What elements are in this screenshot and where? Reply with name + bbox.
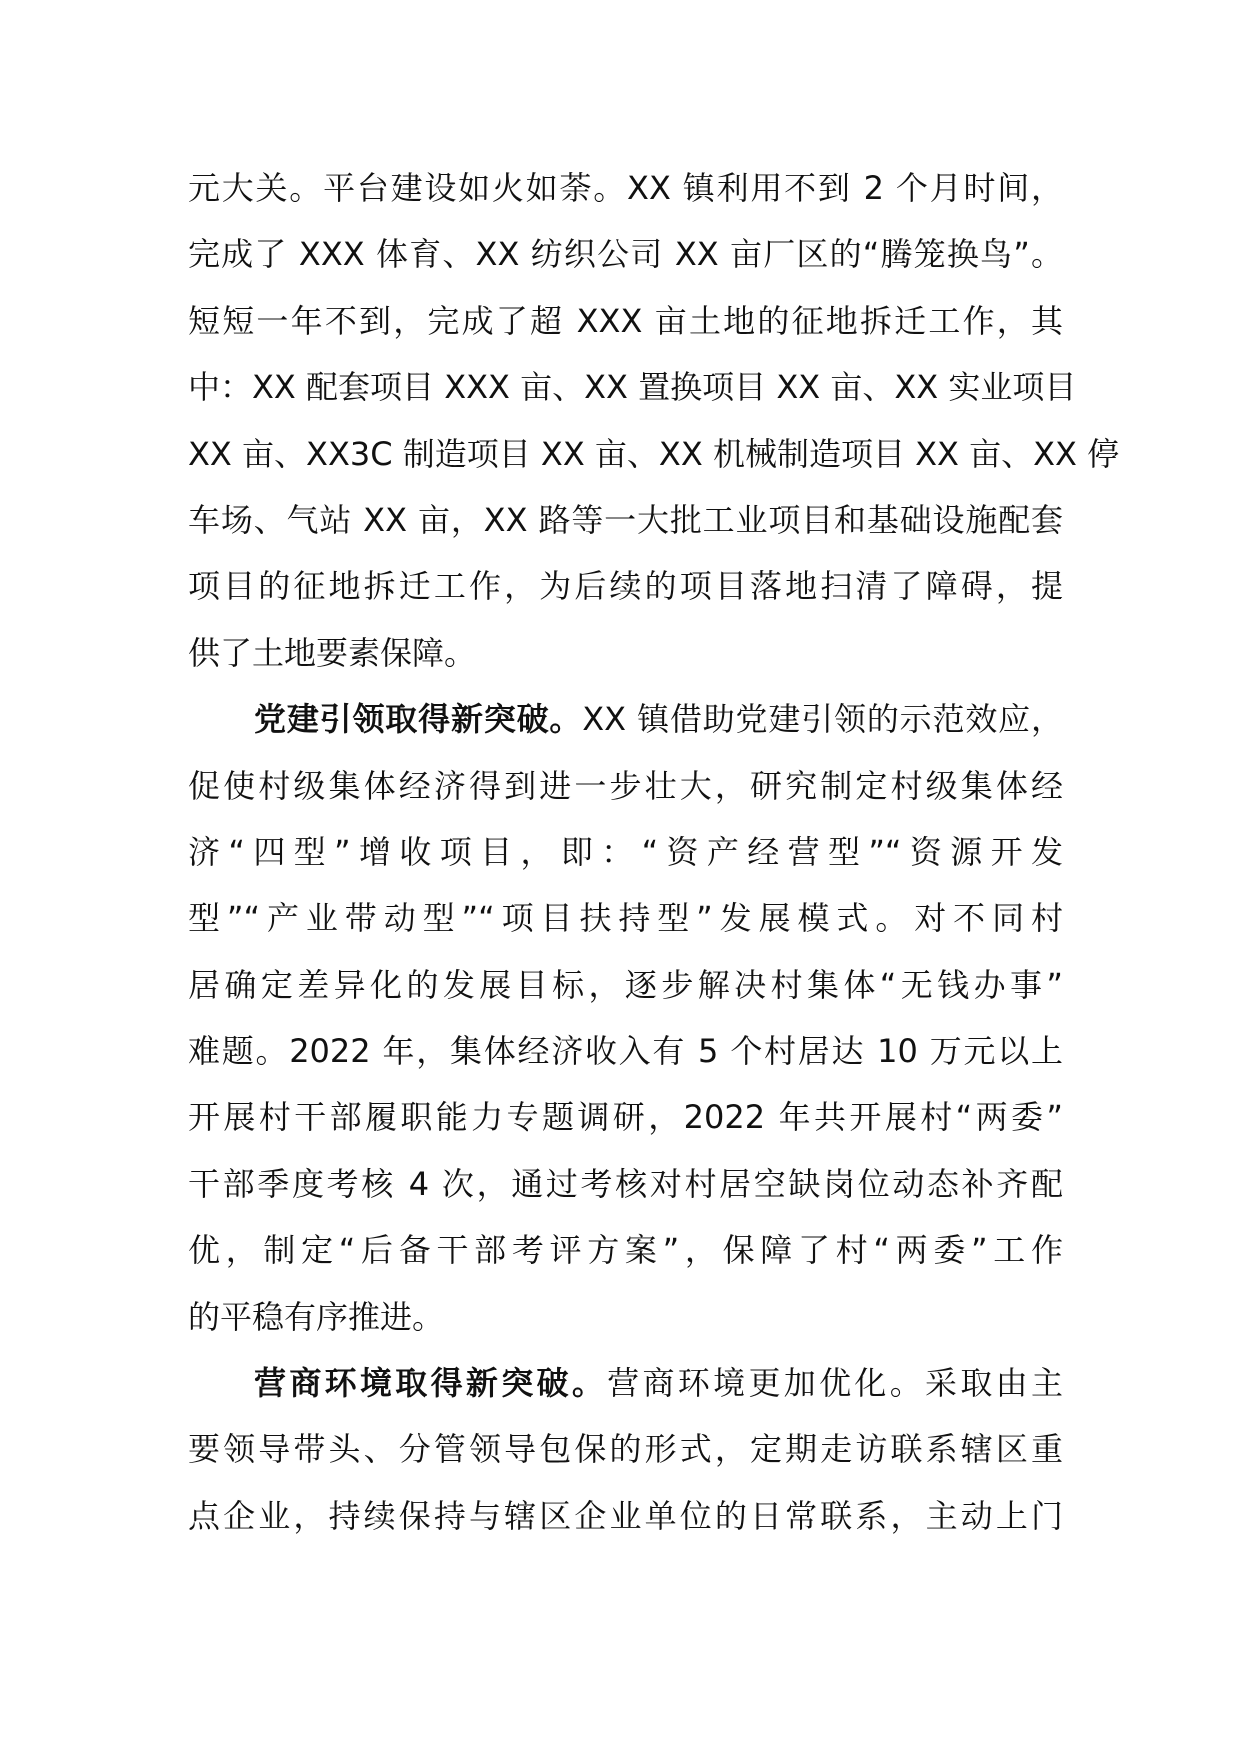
text-line: 短短一年不到，完成了超 XXX 亩土地的征地拆迁工作，其 xyxy=(188,301,1063,340)
text-run: 营商环境更加优化。采取由主 xyxy=(607,1364,1063,1403)
text-line: 优，制定“后备干部考评方案”，保障了村“两委”工作 xyxy=(188,1231,1063,1270)
paragraph-party-building xyxy=(188,686,1063,1350)
text-line: 开展村干部履职能力专题调研，2022 年共开展村“两委” xyxy=(188,1098,1063,1137)
paragraph-heading: 营商环境取得新突破。 xyxy=(254,1364,608,1403)
text-line: 完成了 XXX 体育、XX 纺织公司 XX 亩厂区的“腾笼换鸟”。 xyxy=(188,235,1063,274)
text-line: 促使村级集体经济得到进一步壮大，研究制定村级集体经 xyxy=(188,766,1063,805)
paragraph-first-line xyxy=(188,1350,1063,1416)
text-line: 中：XX 配套项目 XXX 亩、XX 置换项目 XX 亩、XX 实业项目 xyxy=(188,368,1077,407)
paragraph-business-environment xyxy=(188,1350,1063,1549)
text-line: 点企业，持续保持与辖区企业单位的日常联系，主动上门 xyxy=(188,1496,1063,1535)
text-line: 难题。2022 年，集体经济收入有 5 个村居达 10 万元以上 xyxy=(188,1032,1063,1071)
text-line: 居确定差异化的发展目标，逐步解决村集体“无钱办事” xyxy=(188,965,1063,1004)
text-line: XX 亩、XX3C 制造项目 XX 亩、XX 机械制造项目 XX 亩、XX 停 xyxy=(188,434,1120,473)
paragraph-heading: 党建引领取得新突破。 xyxy=(254,700,583,739)
text-line: 的平稳有序推进。 xyxy=(188,1297,445,1336)
document-body xyxy=(188,155,1120,1549)
text-line: 济“四型”增收项目，即：“资产经营型”“资源开发 xyxy=(188,832,1063,871)
text-line: 车场、气站 XX 亩，XX 路等一大批工业项目和基础设施配套 xyxy=(188,500,1063,539)
text-line: 供了土地要素保障。 xyxy=(188,633,477,672)
paragraph-land-acquisition xyxy=(188,155,1120,686)
text-line: 元大关。平台建设如火如荼。XX 镇利用不到 2 个月时间， xyxy=(188,169,1063,207)
text-run: XX 镇借助党建引领的示范效应， xyxy=(582,700,1063,739)
text-line: 干部季度考核 4 次，通过考核对村居空缺岗位动态补齐配 xyxy=(188,1164,1063,1203)
text-line: 要领导带头、分管领导包保的形式，定期走访联系辖区重 xyxy=(188,1430,1063,1469)
text-line: 项目的征地拆迁工作，为后续的项目落地扫清了障碍，提 xyxy=(188,567,1063,606)
text-line: 型”“产业带动型”“项目扶持型”发展模式。对不同村 xyxy=(188,899,1063,938)
paragraph-first-line xyxy=(188,686,1063,752)
